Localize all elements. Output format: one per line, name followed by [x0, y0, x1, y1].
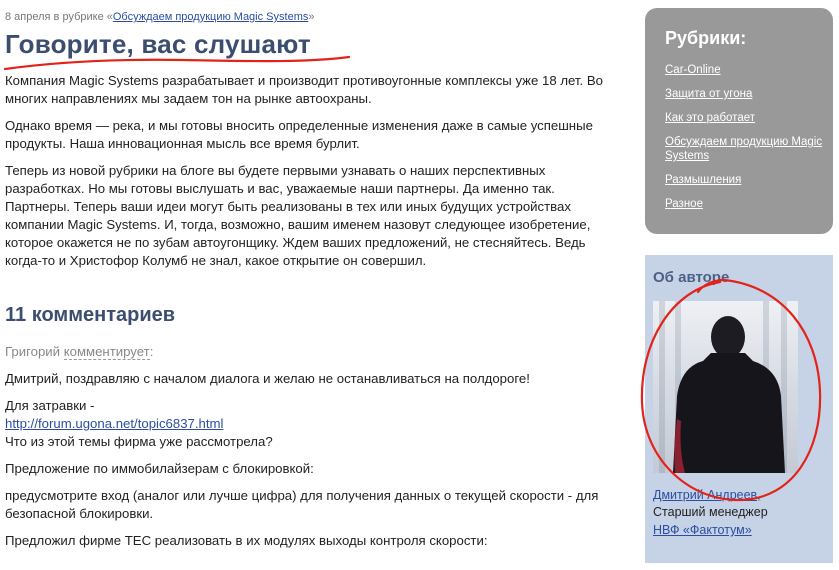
post-paragraph-1: Компания Magic Systems разрабатывает и производит противоугонные комплексы уже 18 лет. Во многих направлениях мы задаем тон на рынке автоохраны.	[5, 73, 603, 106]
rubric-item	[665, 135, 833, 163]
post-meta-prefix: 8 апреля в рубрике «	[5, 11, 113, 23]
comment-paragraph-4: предусмотрите вход (аналог или лучше цифра) для получения данных о текущей скорости - для безопасной блокировки.	[5, 488, 599, 521]
rubric-item	[665, 87, 833, 101]
comment-line: Что из этой темы фирма уже рассмотрела?	[5, 434, 273, 449]
comment-item	[5, 343, 617, 550]
comments-title: 11 комментариев	[5, 304, 176, 326]
post-paragraph-2: Однако время — река, и мы готовы вносить определенные изменения даже в самые успешные продукты. Наша инновационная мысль все время бурлит.	[5, 118, 593, 151]
comment-paragraph-5: Предложил фирме ТЕС реализовать в их модулях выходы контроля скорости:	[5, 533, 488, 548]
red-circle-annotation	[632, 272, 832, 512]
post-meta	[5, 11, 617, 23]
red-underline-annotation	[3, 51, 353, 75]
rubric-link-how-it-works[interactable]: Как это работает	[665, 112, 756, 124]
forum-link[interactable]: http://forum.ugona.net/topic6837.html	[5, 416, 224, 431]
rubrics-list	[665, 63, 833, 211]
comment-header	[5, 343, 617, 361]
post-paragraph-3: Теперь из новой рубрики на блоге вы будете первыми узнавать о наших перспективных разработках. Но мы готовы выслушать и вас, уважаемые наши партнеры. Да именно так. Партнеры. Теперь ваши идеи могут быть реализованы в тех или иных будущих устройствах компании Magic Systems. И, тогда, возможно, вашим именем назовут следующее изобретение, которое окажется не по зубам автоугонщику. Ждем ваших предложений, не стесняйтесь. Ведь когда-то и Христофор Колумб не знал, какое открытие он совершил.	[5, 163, 591, 268]
rubric-item	[665, 197, 833, 211]
post-title-text: Говорите, вас слушают	[5, 29, 311, 59]
rubric-link-reflections[interactable]: Размышления	[665, 174, 742, 186]
post-title	[5, 29, 311, 60]
rubrics-box	[645, 8, 833, 234]
author-company	[653, 523, 752, 537]
about-author-title: Об авторе	[653, 269, 730, 286]
comment-line: Для затравки -	[5, 398, 95, 413]
post-category-link[interactable]: Обсуждаем продукцию Magic Systems	[112, 11, 309, 23]
comment-author: Григорий	[5, 344, 61, 359]
rubric-link-theft-protection[interactable]: Защита от угона	[665, 88, 753, 100]
author-name-link[interactable]: Дмитрий Андреев,	[653, 488, 761, 502]
rubric-item	[665, 63, 833, 77]
comment-colon: :	[149, 344, 154, 359]
rubric-item	[665, 173, 833, 187]
author-company-link[interactable]: НВФ «Фактотум»	[653, 523, 752, 537]
rubric-link-car-online[interactable]: Car-Online	[665, 64, 721, 76]
comment-paragraph-2	[5, 397, 617, 451]
comment-action-link[interactable]: комментирует	[63, 344, 150, 359]
rubric-link-misc[interactable]: Разное	[665, 198, 703, 210]
post-meta-suffix: »	[308, 11, 315, 23]
post-column	[5, 0, 617, 559]
post-body	[5, 72, 617, 270]
rubric-item	[665, 111, 833, 125]
comment-paragraph-1: Дмитрий, поздравляю с началом диалога и желаю не останавливаться на полдороге!	[5, 371, 530, 386]
rubric-link-discuss-products[interactable]: Обсуждаем продукцию Magic Systems	[665, 136, 823, 162]
rubrics-title: Рубрики:	[665, 28, 747, 48]
author-role: Старший менеджер	[653, 505, 768, 519]
comment-paragraph-3: Предложение по иммобилайзерам с блокировкой:	[5, 461, 314, 476]
